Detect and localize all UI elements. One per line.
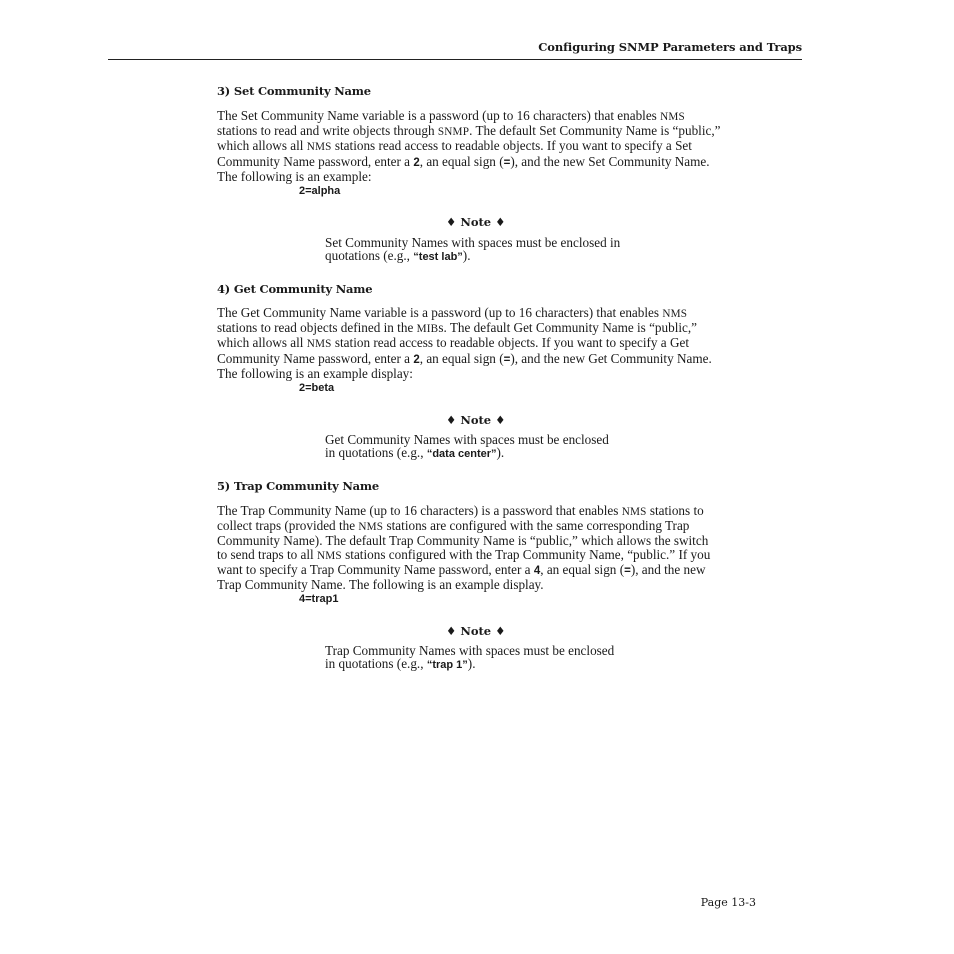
running-header: Configuring SNMP Parameters and Traps bbox=[538, 40, 802, 54]
paragraph-line: which allows all NMS station read access to readable objects. If you want to specify a Get bbox=[217, 335, 689, 351]
paragraph-line: The Set Community Name variable is a password (up to 16 characters) that enables NMS bbox=[217, 108, 685, 123]
paragraph-line: which allows all NMS stations read access to readable objects. If you want to specify a Set bbox=[217, 138, 692, 154]
paragraph-line: stations to read objects defined in the MIBs. The default Get Community Name is “public,” bbox=[217, 320, 698, 336]
paragraph-line: The following is an example: bbox=[217, 168, 372, 184]
paragraph-line: collect traps (provided the NMS stations are configured with the same corresponding Trap bbox=[217, 518, 690, 534]
page-number: Page 13-3 bbox=[700, 896, 756, 909]
section-heading-set: 3) Set Community Name bbox=[217, 84, 371, 98]
paragraph-line: stations to read and write objects through SNMP. The default Set Community Name is “public,” bbox=[217, 123, 721, 139]
note-title-get: ♦ Note ♦ bbox=[446, 413, 506, 427]
note-body-get bbox=[325, 433, 609, 461]
note-line: in quotations (e.g., “data center”). bbox=[325, 445, 505, 461]
paragraph-line: want to specify a Trap Community Name password, enter a 4, an equal sign (=), and the new bbox=[217, 561, 706, 577]
paragraph-line: Community Name). The default Trap Community Name is “public,” which allows the switch bbox=[217, 533, 709, 549]
paragraph-line: Community Name password, enter a 2, an equal sign (=), and the new Set Community Name. bbox=[217, 153, 710, 169]
note-line: Trap Community Names with spaces must be enclosed bbox=[325, 643, 615, 658]
note-line: quotations (e.g., “test lab”). bbox=[325, 248, 471, 264]
paragraph-line: The following is an example display: bbox=[217, 365, 413, 381]
note-line: in quotations (e.g., “trap 1”). bbox=[325, 656, 476, 672]
note-title-trap: ♦ Note ♦ bbox=[446, 624, 506, 638]
header-rule bbox=[108, 59, 802, 60]
paragraph-line: The Get Community Name variable is a password (up to 16 characters) that enables NMS bbox=[217, 305, 688, 320]
example-command-trap: 4=trap1 bbox=[299, 593, 339, 605]
paragraph-line: to send traps to all NMS stations configured with the Trap Community Name, “public.” If you bbox=[217, 546, 711, 562]
paragraph-set bbox=[217, 109, 757, 183]
note-line: Set Community Names with spaces must be enclosed in bbox=[325, 235, 621, 250]
section-heading-get: 4) Get Community Name bbox=[217, 282, 373, 296]
paragraph-line: The Trap Community Name (up to 16 characters) is a password that enables NMS stations to bbox=[217, 503, 704, 518]
section-heading-trap: 5) Trap Community Name bbox=[217, 479, 380, 493]
paragraph-trap bbox=[217, 504, 757, 591]
note-line: Get Community Names with spaces must be enclosed bbox=[325, 432, 609, 447]
note-title-set: ♦ Note ♦ bbox=[446, 215, 506, 229]
example-command-get: 2=beta bbox=[299, 382, 335, 394]
paragraph-get bbox=[217, 306, 757, 380]
note-body-set bbox=[325, 236, 620, 264]
note-body-trap bbox=[325, 644, 614, 672]
paragraph-line: Community Name password, enter a 2, an equal sign (=), and the new Get Community Name. bbox=[217, 350, 712, 366]
paragraph-line: Trap Community Name. The following is an example display. bbox=[217, 577, 544, 593]
example-command-set: 2=alpha bbox=[299, 185, 341, 197]
